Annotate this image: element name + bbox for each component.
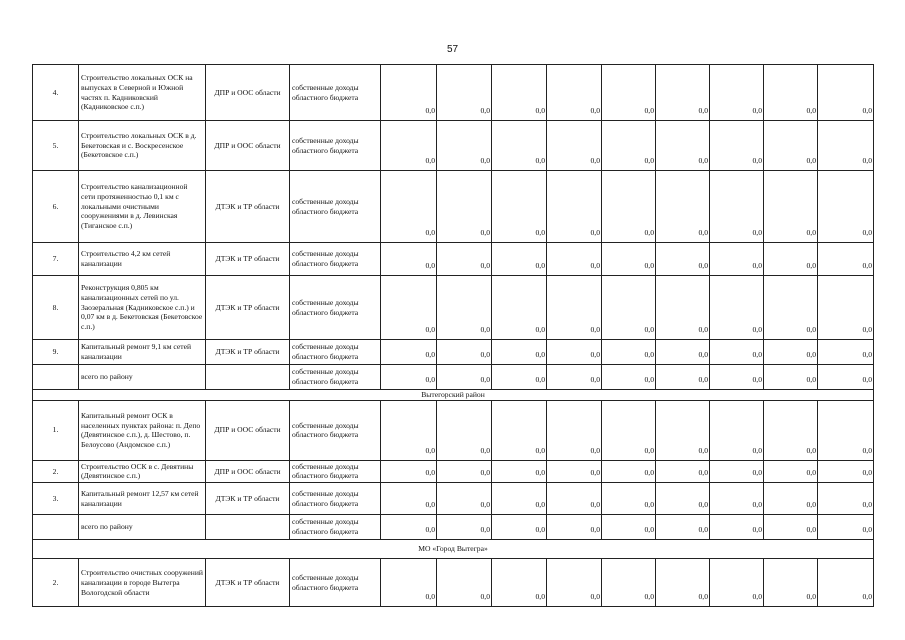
value-cell: 0,0 — [437, 276, 492, 340]
value-cell: 0,0 — [764, 460, 818, 482]
section-header-row — [33, 390, 874, 401]
executor: ДТЭК и ТР области — [206, 559, 290, 607]
value-cell: 0,0 — [710, 460, 764, 482]
value-cell: 0,0 — [818, 483, 874, 515]
value-cell: 0,0 — [710, 515, 764, 540]
value-cell: 0,0 — [492, 121, 547, 171]
value-cell: 0,0 — [602, 460, 656, 482]
page-number: 57 — [446, 44, 459, 55]
value-cell: 0,0 — [764, 276, 818, 340]
value-cell: 0,0 — [818, 400, 874, 460]
total-row — [33, 515, 874, 540]
executor: ДТЭК и ТР области — [206, 243, 290, 276]
value-cell: 0,0 — [818, 460, 874, 482]
value-cell: 0,0 — [492, 340, 547, 365]
row-number: 7. — [33, 243, 79, 276]
value-cell: 0,0 — [602, 483, 656, 515]
value-cell: 0,0 — [492, 460, 547, 482]
funding-source: собственные доходы областного бюджета — [290, 243, 381, 276]
value-cell: 0,0 — [437, 171, 492, 243]
value-cell: 0,0 — [437, 340, 492, 365]
value-cell: 0,0 — [764, 65, 818, 121]
project-name: Реконструкция 0,805 км канализационных сетей по ул. Заозеральная (Кадниковское с.п.) и 0,07 км в д. Бекетовская (Бекетовское с.п.) — [79, 276, 206, 340]
value-cell: 0,0 — [547, 276, 602, 340]
section-title: МО «Город Вытегра» — [33, 540, 874, 559]
value-cell: 0,0 — [764, 340, 818, 365]
value-cell: 0,0 — [381, 559, 437, 607]
row-number: 9. — [33, 340, 79, 365]
value-cell: 0,0 — [547, 460, 602, 482]
value-cell: 0,0 — [656, 400, 710, 460]
value-cell: 0,0 — [492, 559, 547, 607]
value-cell: 0,0 — [547, 483, 602, 515]
executor: ДПР и ООС области — [206, 121, 290, 171]
value-cell: 0,0 — [381, 515, 437, 540]
value-cell: 0,0 — [437, 559, 492, 607]
value-cell: 0,0 — [818, 365, 874, 390]
row-number: 8. — [33, 276, 79, 340]
table-row — [33, 400, 874, 460]
value-cell: 0,0 — [547, 121, 602, 171]
table-row — [33, 243, 874, 276]
value-cell: 0,0 — [656, 340, 710, 365]
value-cell: 0,0 — [547, 559, 602, 607]
value-cell: 0,0 — [437, 483, 492, 515]
value-cell: 0,0 — [656, 559, 710, 607]
project-name: Строительство локальных ОСК в д. Бекетовская и с. Воскресенское (Бекетовское с.п.) — [79, 121, 206, 171]
value-cell: 0,0 — [656, 483, 710, 515]
project-name: Капитальный ремонт 9,1 км сетей канализации — [79, 340, 206, 365]
value-cell: 0,0 — [656, 65, 710, 121]
value-cell: 0,0 — [710, 340, 764, 365]
row-number: 2. — [33, 559, 79, 607]
value-cell: 0,0 — [710, 243, 764, 276]
value-cell: 0,0 — [381, 460, 437, 482]
value-cell: 0,0 — [656, 276, 710, 340]
value-cell: 0,0 — [547, 340, 602, 365]
value-cell: 0,0 — [710, 276, 764, 340]
funding-source: собственные доходы областного бюджета — [290, 483, 381, 515]
value-cell: 0,0 — [710, 559, 764, 607]
funding-source: собственные доходы областного бюджета — [290, 400, 381, 460]
value-cell: 0,0 — [710, 400, 764, 460]
value-cell: 0,0 — [818, 65, 874, 121]
funding-source: собственные доходы областного бюджета — [290, 121, 381, 171]
value-cell: 0,0 — [764, 559, 818, 607]
value-cell: 0,0 — [818, 243, 874, 276]
value-cell: 0,0 — [710, 483, 764, 515]
value-cell: 0,0 — [710, 365, 764, 390]
value-cell: 0,0 — [437, 65, 492, 121]
value-cell: 0,0 — [602, 65, 656, 121]
value-cell: 0,0 — [381, 243, 437, 276]
value-cell: 0,0 — [437, 515, 492, 540]
value-cell: 0,0 — [602, 559, 656, 607]
value-cell: 0,0 — [547, 243, 602, 276]
row-number: 6. — [33, 171, 79, 243]
value-cell: 0,0 — [492, 171, 547, 243]
value-cell: 0,0 — [492, 483, 547, 515]
value-cell: 0,0 — [492, 65, 547, 121]
value-cell: 0,0 — [437, 121, 492, 171]
value-cell: 0,0 — [656, 460, 710, 482]
value-cell: 0,0 — [818, 121, 874, 171]
row-number: 3. — [33, 483, 79, 515]
value-cell: 0,0 — [710, 171, 764, 243]
project-name: всего по району — [79, 515, 206, 540]
value-cell: 0,0 — [602, 276, 656, 340]
table-row — [33, 559, 874, 607]
executor: ДПР и ООС области — [206, 460, 290, 482]
value-cell: 0,0 — [656, 365, 710, 390]
value-cell: 0,0 — [656, 515, 710, 540]
project-name: Строительство локальных ОСК на выпусках в Северной и Южной частях п. Кадниковский (Кадниковское с.п.) — [79, 65, 206, 121]
executor: ДПР и ООС области — [206, 65, 290, 121]
value-cell: 0,0 — [602, 340, 656, 365]
value-cell: 0,0 — [602, 515, 656, 540]
value-cell: 0,0 — [602, 400, 656, 460]
project-name: всего по району — [79, 365, 206, 390]
row-number — [33, 515, 79, 540]
value-cell: 0,0 — [602, 171, 656, 243]
value-cell: 0,0 — [547, 171, 602, 243]
value-cell: 0,0 — [602, 121, 656, 171]
value-cell: 0,0 — [492, 515, 547, 540]
value-cell: 0,0 — [764, 483, 818, 515]
value-cell: 0,0 — [437, 365, 492, 390]
value-cell: 0,0 — [764, 243, 818, 276]
value-cell: 0,0 — [818, 340, 874, 365]
funding-source: собственные доходы областного бюджета — [290, 365, 381, 390]
row-number: 5. — [33, 121, 79, 171]
value-cell: 0,0 — [710, 65, 764, 121]
funding-source: собственные доходы областного бюджета — [290, 515, 381, 540]
value-cell: 0,0 — [656, 243, 710, 276]
value-cell: 0,0 — [710, 121, 764, 171]
table-row — [33, 121, 874, 171]
value-cell: 0,0 — [764, 400, 818, 460]
value-cell: 0,0 — [764, 121, 818, 171]
value-cell: 0,0 — [381, 171, 437, 243]
value-cell: 0,0 — [437, 460, 492, 482]
value-cell: 0,0 — [381, 121, 437, 171]
value-cell: 0,0 — [381, 365, 437, 390]
value-cell: 0,0 — [656, 171, 710, 243]
value-cell: 0,0 — [547, 365, 602, 390]
funding-source: собственные доходы областного бюджета — [290, 171, 381, 243]
value-cell: 0,0 — [492, 276, 547, 340]
value-cell: 0,0 — [381, 340, 437, 365]
section-title: Вытегорский район — [33, 390, 874, 401]
value-cell: 0,0 — [547, 515, 602, 540]
value-cell: 0,0 — [656, 121, 710, 171]
executor: ДТЭК и ТР области — [206, 171, 290, 243]
project-name: Строительство 4,2 км сетей канализации — [79, 243, 206, 276]
project-name: Строительство очистных сооружений канализации в городе Вытегра Вологодской области — [79, 559, 206, 607]
project-name: Строительство канализационной сети протяженностью 0,1 км с локальными очистными сооружениями в д. Левинская (Тиганское с.п.) — [79, 171, 206, 243]
executor: ДПР и ООС области — [206, 400, 290, 460]
value-cell: 0,0 — [437, 243, 492, 276]
executor: ДТЭК и ТР области — [206, 276, 290, 340]
executor — [206, 515, 290, 540]
executor — [206, 365, 290, 390]
value-cell: 0,0 — [818, 276, 874, 340]
row-number: 1. — [33, 400, 79, 460]
row-number — [33, 365, 79, 390]
value-cell: 0,0 — [381, 276, 437, 340]
value-cell: 0,0 — [602, 365, 656, 390]
budget-table-container — [32, 64, 872, 607]
table-row — [33, 460, 874, 482]
funding-source: собственные доходы областного бюджета — [290, 559, 381, 607]
funding-source: собственные доходы областного бюджета — [290, 340, 381, 365]
row-number: 4. — [33, 65, 79, 121]
row-number: 2. — [33, 460, 79, 482]
table-row — [33, 483, 874, 515]
value-cell: 0,0 — [437, 400, 492, 460]
funding-source: собственные доходы областного бюджета — [290, 276, 381, 340]
budget-table — [32, 64, 874, 607]
funding-source: собственные доходы областного бюджета — [290, 65, 381, 121]
value-cell: 0,0 — [764, 515, 818, 540]
executor: ДТЭК и ТР области — [206, 483, 290, 515]
project-name: Строительство ОСК в с. Девятины (Девятинское с.п.) — [79, 460, 206, 482]
value-cell: 0,0 — [381, 400, 437, 460]
value-cell: 0,0 — [381, 65, 437, 121]
table-row — [33, 171, 874, 243]
value-cell: 0,0 — [818, 171, 874, 243]
total-row — [33, 365, 874, 390]
executor: ДТЭК и ТР области — [206, 340, 290, 365]
value-cell: 0,0 — [818, 559, 874, 607]
value-cell: 0,0 — [547, 65, 602, 121]
value-cell: 0,0 — [492, 400, 547, 460]
value-cell: 0,0 — [818, 515, 874, 540]
value-cell: 0,0 — [547, 400, 602, 460]
table-row — [33, 340, 874, 365]
value-cell: 0,0 — [764, 171, 818, 243]
value-cell: 0,0 — [492, 243, 547, 276]
value-cell: 0,0 — [381, 483, 437, 515]
table-row — [33, 65, 874, 121]
funding-source: собственные доходы областного бюджета — [290, 460, 381, 482]
section-header-row — [33, 540, 874, 559]
value-cell: 0,0 — [764, 365, 818, 390]
project-name: Капитальный ремонт ОСК в населенных пунктах района: п. Депо (Девятинское с.п.), д. Шестово, п. Белоусово (Андомское с.п.) — [79, 400, 206, 460]
project-name: Капитальный ремонт 12,57 км сетей канализации — [79, 483, 206, 515]
table-row — [33, 276, 874, 340]
value-cell: 0,0 — [492, 365, 547, 390]
value-cell: 0,0 — [602, 243, 656, 276]
